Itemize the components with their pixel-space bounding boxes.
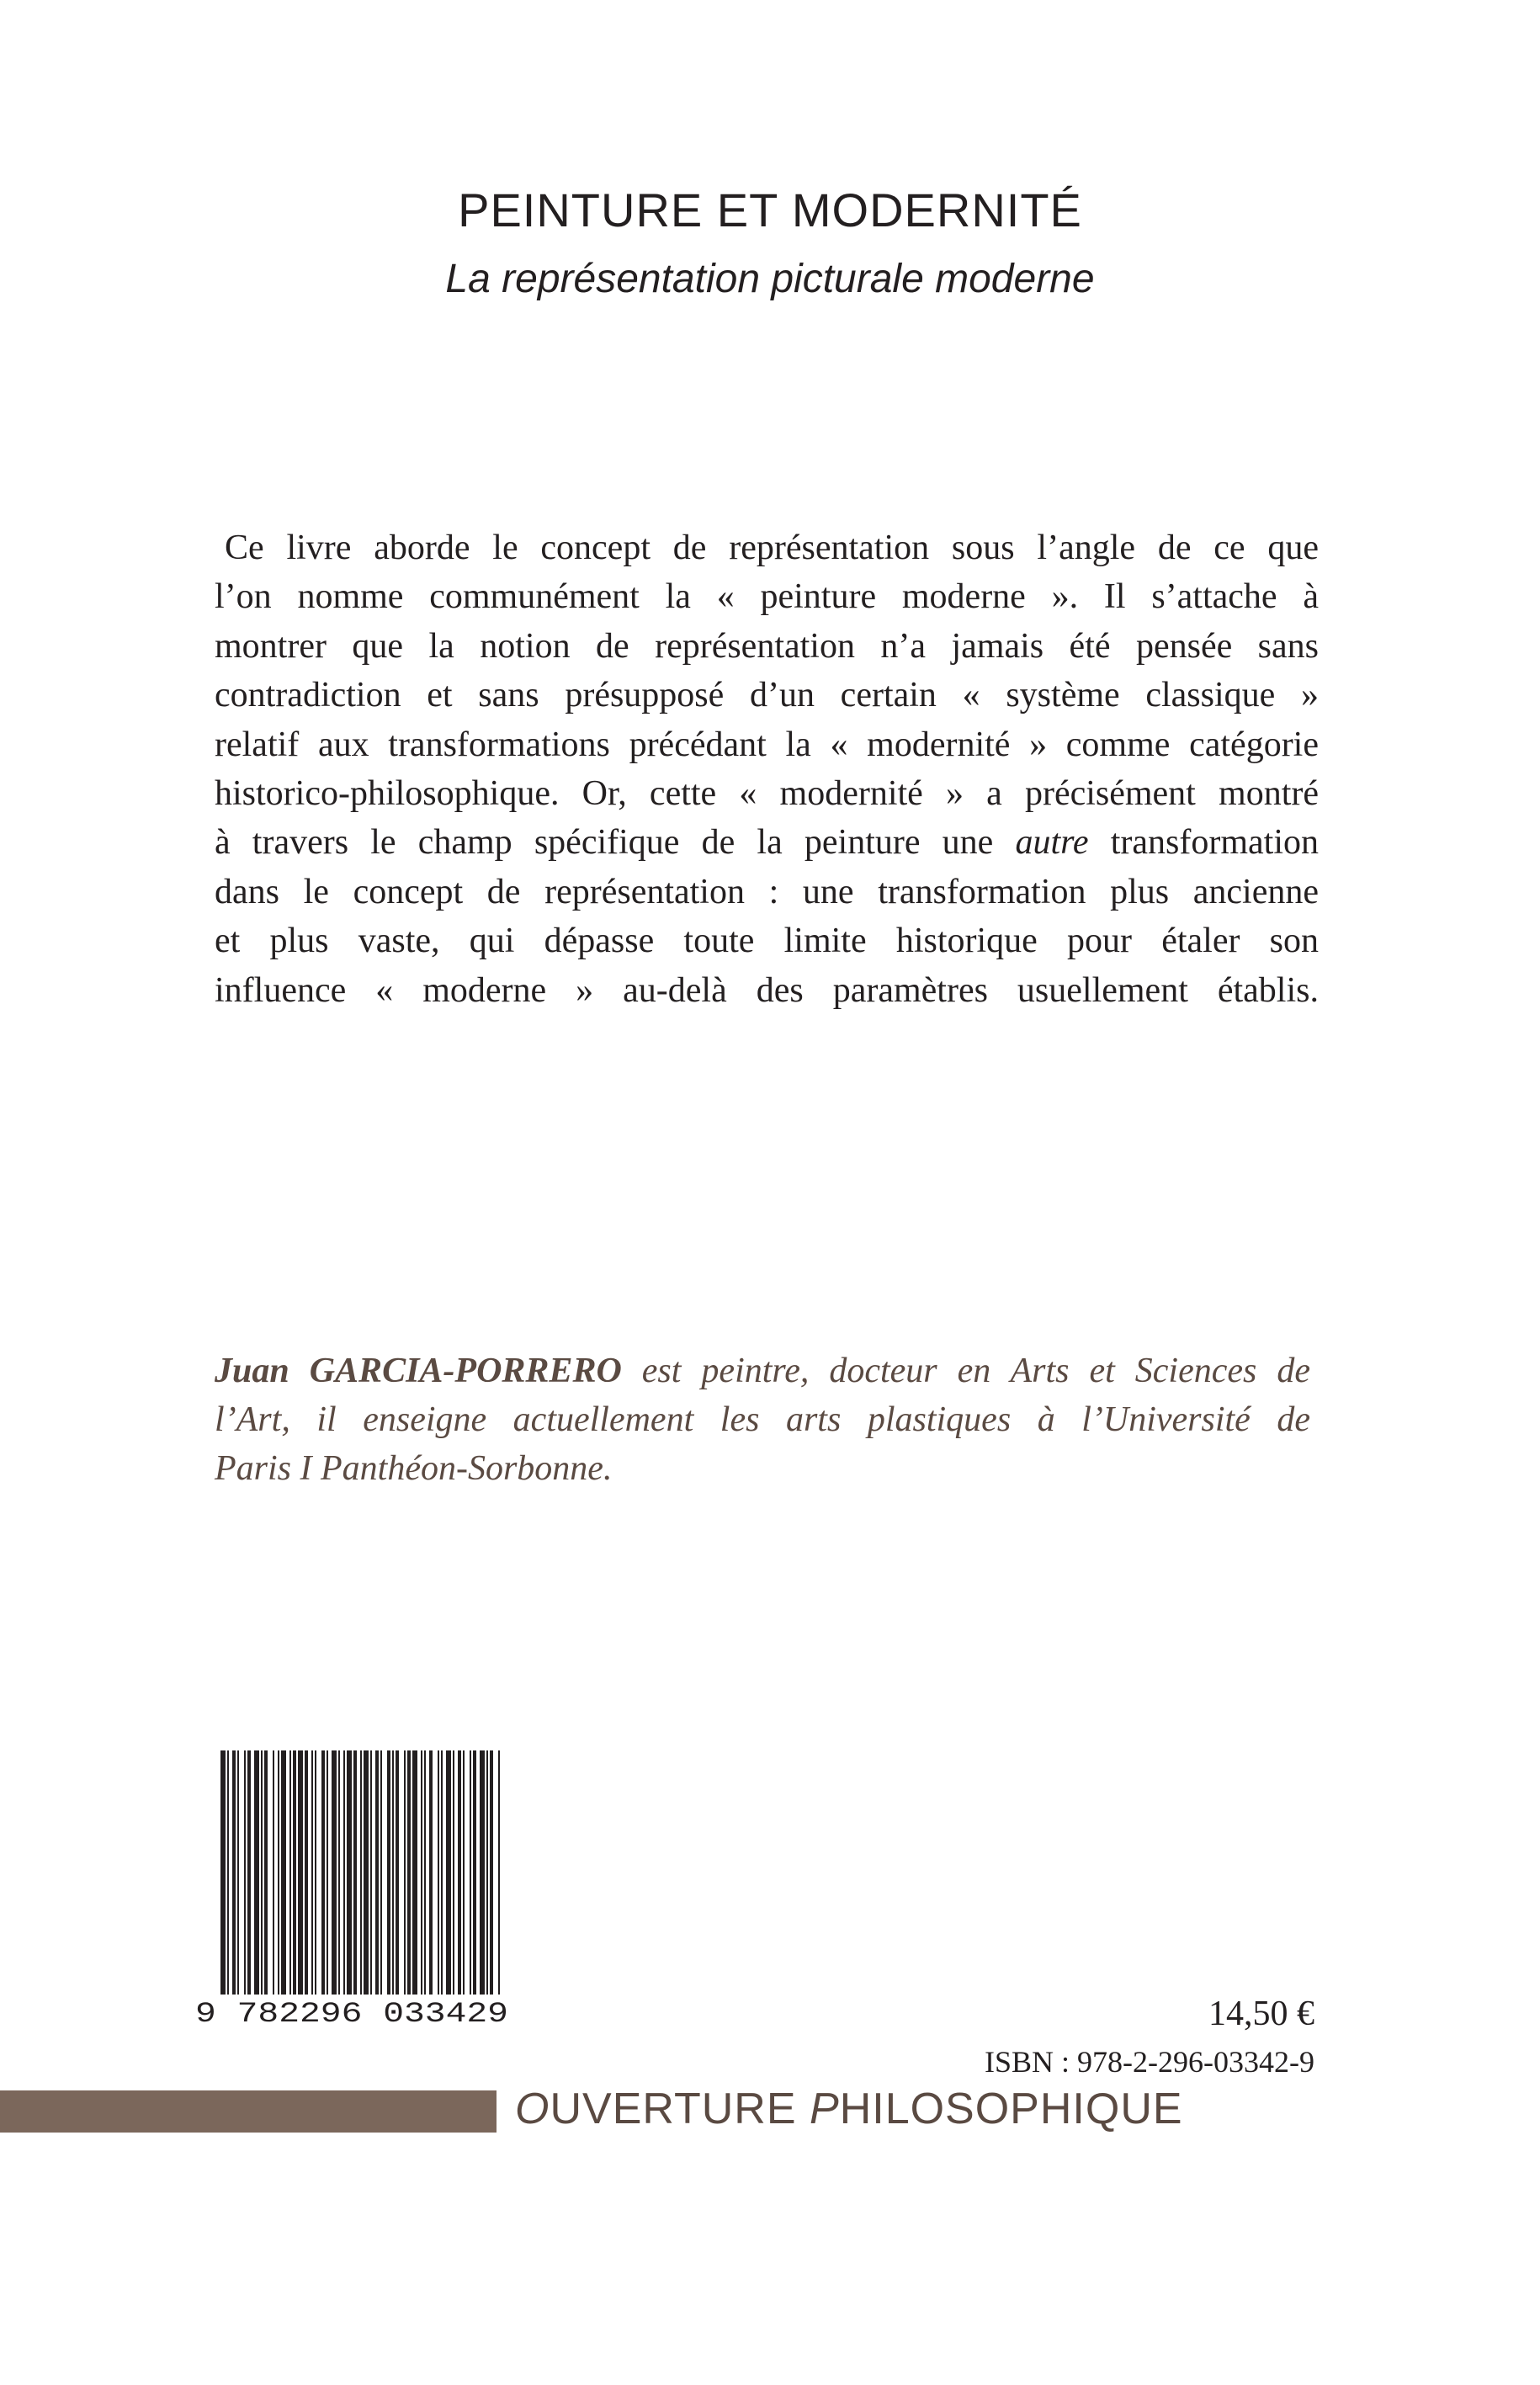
barcode-bar bbox=[237, 1750, 239, 1995]
barcode-bar bbox=[498, 1750, 500, 1995]
barcode-bar bbox=[315, 1750, 316, 1995]
barcode-bar bbox=[338, 1750, 340, 1995]
barcode-bar bbox=[227, 1750, 229, 1995]
barcode-bar bbox=[281, 1750, 286, 1995]
barcode-bar bbox=[327, 1750, 328, 1995]
barcode-bar bbox=[311, 1750, 313, 1995]
barcode bbox=[195, 1750, 508, 2028]
barcode-bar bbox=[298, 1750, 303, 1995]
barcode-bar bbox=[347, 1750, 352, 1995]
barcode-bar bbox=[273, 1750, 274, 1995]
barcode-bar bbox=[360, 1750, 362, 1995]
summary-line: l’on nomme communément la « peinture moderne ». Il s’attache à bbox=[215, 577, 1319, 617]
summary-line: dans le concept de représentation : une transformation plus ancienne bbox=[215, 872, 1319, 911]
author-bio-line bbox=[215, 1347, 1310, 1395]
barcode-bar bbox=[421, 1750, 422, 1995]
barcode-bar bbox=[364, 1750, 369, 1995]
barcode-bar bbox=[446, 1750, 451, 1995]
summary-line: Ce livre aborde le concept de représentation sous l’angle de ce que bbox=[225, 529, 1319, 567]
barcode-bar bbox=[305, 1750, 308, 1995]
barcode-bar bbox=[293, 1750, 296, 1995]
barcode-bar bbox=[486, 1750, 488, 1995]
summary-line: influence « moderne » au-delà des paramètres usuellement établis. bbox=[215, 970, 1319, 1010]
barcode-bar bbox=[220, 1750, 226, 1995]
author-bio-line: Paris I Panthéon-Sorbonne. bbox=[215, 1449, 613, 1488]
barcode-bar bbox=[453, 1750, 454, 1995]
summary-line-emphasis bbox=[215, 818, 1319, 867]
author-bio-line: l’Art, il enseigne actuellement les arts plastiques à l’Université de bbox=[215, 1400, 1310, 1439]
barcode-bar bbox=[463, 1750, 465, 1995]
author-bio bbox=[215, 1347, 1310, 1493]
author-name: Juan GARCIA-PORRERO bbox=[215, 1352, 622, 1390]
barcode-bar bbox=[480, 1750, 485, 1995]
barcode-bar bbox=[332, 1750, 337, 1995]
barcode-bar bbox=[429, 1750, 433, 1995]
barcode-bar bbox=[321, 1750, 325, 1995]
barcode-bar bbox=[261, 1750, 263, 1995]
summary-emphasis-word: autre bbox=[1015, 823, 1089, 863]
barcode-bar bbox=[424, 1750, 426, 1995]
barcode-bar bbox=[490, 1750, 493, 1995]
barcode-bar bbox=[387, 1750, 390, 1995]
barcode-bar bbox=[343, 1750, 345, 1995]
barcode-bar bbox=[375, 1750, 379, 1995]
barcode-bar bbox=[380, 1750, 382, 1995]
barcode-bar bbox=[473, 1750, 476, 1995]
barcode-bar bbox=[392, 1750, 394, 1995]
isbn: ISBN : 978-2-296-03342-9 bbox=[985, 2045, 1314, 2079]
barcode-bar bbox=[407, 1750, 411, 1995]
author-bio-text: est peintre, docteur en Arts et Sciences de bbox=[621, 1352, 1310, 1390]
series-initial-p: P bbox=[810, 2085, 840, 2133]
summary-line-head: à travers le champ spécifique de la peinture une bbox=[215, 823, 1016, 863]
barcode-bar bbox=[470, 1750, 471, 1995]
barcode-bar bbox=[232, 1750, 236, 1995]
barcode-bar bbox=[458, 1750, 461, 1995]
barcode-bar bbox=[438, 1750, 439, 1995]
series-word-2: HILOSOPHIQUE bbox=[839, 2085, 1183, 2133]
barcode-bar bbox=[412, 1750, 417, 1995]
series-initial-o: O bbox=[515, 2085, 550, 2133]
barcode-bar bbox=[289, 1750, 291, 1995]
book-title: PEINTURE ET MODERNITÉ bbox=[458, 183, 1082, 236]
barcode-bar bbox=[404, 1750, 406, 1995]
summary-line: historico-philosophique. Or, cette « modernité » a précisément montré bbox=[215, 774, 1319, 814]
barcode-bar bbox=[254, 1750, 259, 1995]
book-subtitle: La représentation picturale moderne bbox=[445, 257, 1095, 301]
summary-line: relatif aux transformations précédant la « modernité » comme catégorie bbox=[215, 725, 1319, 764]
barcode-bar bbox=[244, 1750, 246, 1995]
summary-line: et plus vaste, qui dépasse toute limite historique pour étaler son bbox=[215, 922, 1319, 961]
summary-line: montrer que la notion de représentation n’a jamais été pensée sans bbox=[215, 626, 1319, 666]
summary-line-tail: transformation bbox=[1088, 823, 1320, 863]
barcode-bar bbox=[264, 1750, 268, 1995]
book-summary bbox=[215, 523, 1319, 1015]
barcode-bars bbox=[220, 1750, 500, 1995]
series-name bbox=[515, 2087, 1183, 2131]
barcode-bar bbox=[441, 1750, 443, 1995]
barcode-bar bbox=[370, 1750, 372, 1995]
price: 14,50 € bbox=[1208, 1995, 1314, 2033]
summary-line: contradiction et sans présupposé d’un certain « système classique » bbox=[215, 676, 1319, 715]
barcode-digits: 9 782296 033429 bbox=[195, 1999, 508, 2028]
series-bar bbox=[0, 2090, 497, 2133]
barcode-bar bbox=[247, 1750, 251, 1995]
barcode-bar bbox=[396, 1750, 399, 1995]
barcode-bar bbox=[278, 1750, 279, 1995]
series-word-1: UVERTURE bbox=[550, 2085, 810, 2133]
barcode-bar bbox=[353, 1750, 357, 1995]
